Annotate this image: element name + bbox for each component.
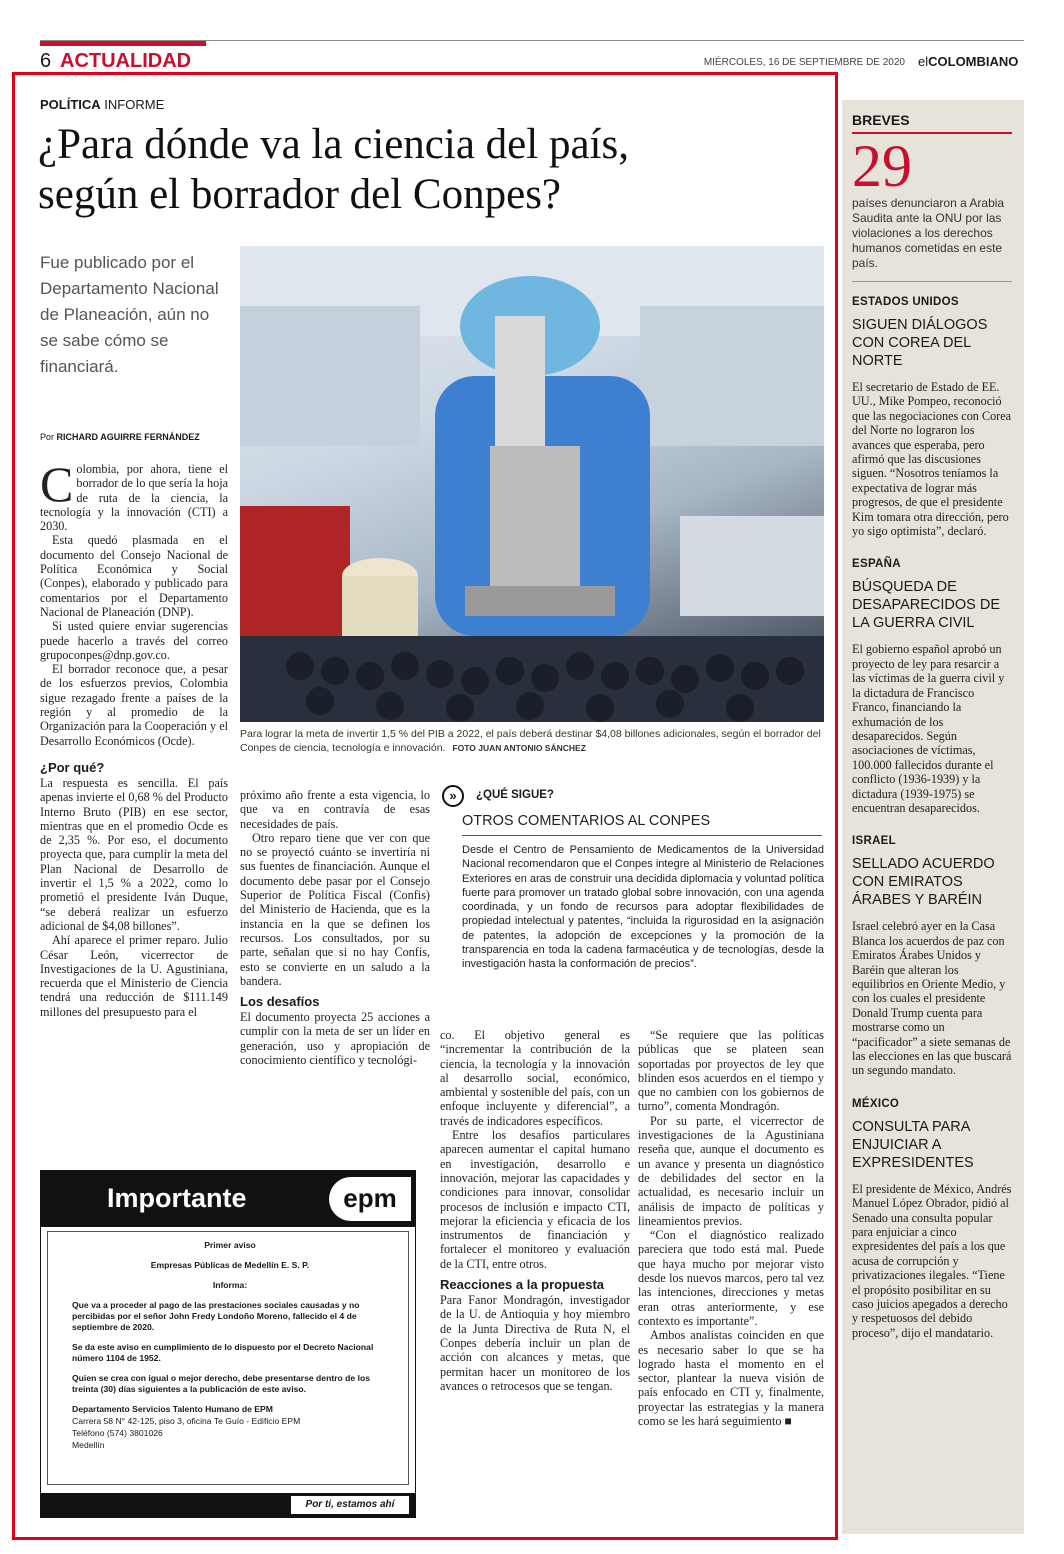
ad-phone: Teléfono (574) 3801026	[72, 1428, 163, 1438]
caption-text: Para lograr la meta de invertir 1,5 % del PIB a 2022, el país deberá destinar $4,08 billones adicionales, según el borrador del Conpes de ciencia, tecnología e innovación.	[240, 728, 821, 754]
breves-number-text: países denunciaron a Arabia Saudita ante la ONU por las violaciones a los derechos humanos cometidas en este país.	[852, 196, 1012, 282]
col3-p1: co. El objetivo general es “incrementar la contribución de la ciencia, la tecnología y la innovación al desarrollo social, económico, ambiental y sostenible del país, con un enfoque incluyente y diferencial”, a través de indicadores específicos.	[440, 1028, 630, 1128]
brief-2-headline: BÚSQUEDA DE DESAPARECIDOS DE LA GUERRA CIVIL	[852, 579, 1000, 632]
test-tube-rack	[680, 516, 824, 616]
brief-3-headline: SELLADO ACUERDO CON EMIRATOS ÁRABES Y BARÉIN	[852, 856, 995, 909]
photo-caption	[240, 727, 824, 755]
subhead-por-que: ¿Por qué?	[40, 759, 105, 775]
drop-cap: C	[40, 456, 74, 512]
logo-prefix: el	[918, 54, 929, 69]
photo-credit: FOTO JUAN ANTONIO SÁNCHEZ	[452, 743, 586, 753]
ad-slogan	[291, 1496, 409, 1514]
ad-title: Importante	[107, 1183, 247, 1213]
ad-slogan-text: Por ti, estamos ahí	[305, 1499, 395, 1510]
epm-logo-text: epm	[343, 1183, 397, 1213]
page-number: 6	[40, 50, 52, 72]
que-sigue-text: Desde el Centro de Pensamiento de Medicamentos de la Universidad Nacional recomendaron que el Conpes integre al Ministerio de Relaciones Exteriores en aras de construir una decidida diplomacia y voluntad política fuerte para promover un tratado global sobre innovación, con una agenda coordinada, y un fondo de recursos para adoptar flexibilidades de propiedad intelectual y patentes, “incluida la rigurosidad en la asignación de patentes, la adopción de excepciones y la promoción de la transparencia en toda la cadena farmacéutica y de tecnologías, desde la investigación hasta la conformación de precios”.	[462, 844, 824, 971]
col4-p2: Por su parte, el vicerrector de investigaciones de la Agustiniana reseña que, aunque el documento es un avance y presenta un diagnóstico de debilidades del sector en la actualidad, es necesario incluir un análisis de impacto de políticas y lineamientos previos.	[638, 1113, 824, 1228]
subhead-reacciones: Reacciones a la propuesta	[440, 1277, 605, 1293]
headline-line-2: según el borrador del Conpes?	[38, 171, 562, 218]
brief-1-headline: SIGUEN DIÁLOGOS CON COREA DEL NORTE	[852, 317, 988, 369]
kicker-bold: POLÍTICA	[40, 97, 101, 112]
que-sigue-title: OTROS COMENTARIOS AL CONPES	[462, 813, 711, 829]
section-title: ACTUALIDAD	[60, 50, 192, 72]
ad-line-2: Se da este aviso en cumplimiento de lo dispuesto por el Decreto Nacional número 1104 de 1952.	[72, 1342, 374, 1363]
brief-3-text: Israel celebró ayer en la Casa Blanca los acuerdos de paz con Emiratos Árabes Unidos y Baréin que alteran los equilibrios en Oriente Medio, y con los cuales el presidente Donald Trump cuenta para mostrarse como un “pacificador” a siete semanas de las elecciones en las que buscará un segundo mandato.	[852, 919, 1012, 1078]
col1-p2: Esta quedó plasmada en el documento del Consejo Nacional de Política Económica y Social (Conpes), elaborado y publicado para comentarios por el Departamento Nacional de Planeación (DNP).	[40, 533, 228, 619]
ad-inner-box	[47, 1231, 409, 1485]
col4-p3: “Con el diagnóstico realizado pareciera que todo está mal. Puede que haya mucho por mejorar visto desde los nuevos marcos, pero tal vez las intenciones, direcciones y metas eran otras anteriormente, y ese contexto es importante”.	[638, 1228, 824, 1328]
col4-p4: Ambos analistas coinciden en que es necesario saber lo que se ha logrado hasta el momento en el sector, plantear la nueva visión de país enfocado en CTI y, finalmente, proyectar las estrategias y la manera como se les hará seguimiento ■	[638, 1328, 824, 1429]
ad-company: Empresas Públicas de Medellín E. S. P.	[150, 1260, 310, 1270]
article-photo	[240, 246, 824, 722]
que-sigue-rule	[462, 835, 822, 836]
article-lead: Fue publicado por el Departamento Nacional de Planeación, aún no se sabe cómo se financiará.	[40, 253, 219, 376]
ad-informa: Informa:	[212, 1280, 248, 1290]
ad-line-3: Quien se crea con igual o mejor derecho, debe presentarse dentro de los treinta (30) días siguientes a la publicación de este aviso.	[72, 1373, 371, 1394]
breves-title: BREVES	[852, 112, 1012, 134]
ad-aviso: Primer aviso	[204, 1240, 256, 1250]
header-rule	[40, 40, 1024, 41]
brief-2-text: El gobierno español aprobó un proyecto de ley para resarcir a las víctimas de la guerra civil y la dictadura de Francisco Franco, financiando la exhumación de los desaparecidos. Según asociaciones de víctimas, 100.000 fallecidos durante el conflicto (1936-1939) y la dictadura (1939-1975) se encuentran desaparecidos.	[852, 642, 1005, 815]
col1-p5: La respuesta es sencilla. El país apenas invierte el 0,68 % del Producto Interno Bruto (PIB) en ese sector, mientras que en el promedio Ocde es de 2,35 %. Por eso, el documento proyecta que, para cumplir la meta del Plan Nacional de Desarrollo de invertir el 1,5 % a 2022, como lo prometió el presidente Iván Duque, “se deberá realizar un esfuerzo adicional de $4,08 billones”.	[40, 775, 228, 933]
chevron-right-icon: »	[442, 785, 464, 807]
logo-name: COLOMBIANO	[928, 54, 1019, 69]
brief-1-text: El secretario de Estado de EE. UU., Mike Pompeo, reconoció que las negociaciones con Corea del Norte no lograron los avances que esperaba, pero afirmó que las discusiones siguen. “Nosotros teníamos la expectativa de lograr más progresos, de que el presidente Kim tomara otra dirección, pero yo sigo optimista”, declaró.	[852, 380, 1012, 539]
body-column-2	[240, 788, 430, 1067]
col1-p3: Si usted quiere enviar sugerencias puede hacerlo a través del correo grupoconpes@dnp.gov.co.	[40, 619, 228, 662]
tube-rack	[240, 506, 350, 646]
kicker-light: INFORME	[104, 97, 165, 112]
ad-dept: Departamento Servicios Talento Humano de EPM	[72, 1404, 273, 1414]
brief-4-text: El presidente de México, Andrés Manuel López Obrador, pidió al Senado una consulta popular para enjuiciar a cinco expresidentes del país a los que acusa de corrupción y privatizaciones ilegales. “Tiene el propósito posibilitar en su caso juicios apegados a derecho y respetuosos del debido proceso”, dijo el mandatario.	[852, 1181, 1012, 1340]
ad-address: Carrera 58 N° 42-125, piso 3, oficina Te Guío - Edificio EPM	[72, 1416, 301, 1426]
col2-p3: El documento proyecta 25 acciones a cumplir con la meta de ser un líder en generación, uso y apropiación de conocimiento científico y tecnológi-	[240, 1010, 430, 1068]
microscope-head	[495, 316, 545, 466]
microscope-body	[490, 446, 580, 596]
ad-city: Medellín	[72, 1440, 105, 1450]
lab-scene	[240, 246, 824, 722]
brief-3-country: ISRAEL	[852, 835, 896, 848]
byline	[40, 432, 200, 443]
col2-p1: próximo año frente a esta vigencia, lo que va en contravía de esas necesidades de país.	[240, 788, 430, 831]
ad-footer	[41, 1493, 415, 1517]
body-column-1	[40, 456, 228, 1019]
col1-p4: El borrador reconoce que, a pesar de los esfuerzos previos, Colombia sigue rezagado frente a países de la región y al promedio de la Organización para la Cooperación y el Desarrollo Económicos (Ocde).	[40, 662, 228, 748]
ad-line-1: Que va a proceder al pago de las prestaciones sociales causadas y no percibidas por el señor John Fredy Londoño Moreno, fallecido el 4 de septiembre de 2020.	[72, 1300, 360, 1332]
body-column-4	[638, 1028, 824, 1428]
brief-4-country: MÉXICO	[852, 1097, 900, 1110]
col3-p3: Para Fanor Mondragón, investigador de la U. de Antioquia y hoy miembro de la Junta Directiva de Ruta N, el Conpes debería incluir un plan de acción con alcances y metas, que permitan hacer un monitoreo de los avances o retrocesos que se tengan.	[440, 1293, 630, 1393]
ad-header	[41, 1171, 415, 1227]
body-column-3	[440, 1028, 630, 1393]
brief-2-country: ESPAÑA	[852, 558, 901, 571]
que-sigue-label: ¿QUÉ SIGUE?	[476, 789, 554, 801]
article-headline	[38, 120, 828, 220]
col3-p2: Entre los desafíos particulares aparecen aumentar el capital humano en investigación, desarrollo e innovación, mejorar las capacidades y condiciones para innovar, consolidar procesos de inclusión e impacto CTI, mejorar la eficiencia y eficacia de los instrumentos de financiación y fortalecer el monitoreo y evaluación de la CTI, entre otros.	[440, 1128, 630, 1271]
article-kicker	[40, 97, 164, 112]
brief-1-country: ESTADOS UNIDOS	[852, 296, 959, 308]
epm-notice-ad	[40, 1170, 416, 1518]
col4-p1: “Se requiere que las políticas públicas que se plateen sean soportadas por proyectos de ley que blinden esos acuerdos en el tiempo y que no cambien con los gobiernos de turno”, comenta Mondragón.	[638, 1028, 824, 1114]
col2-p2: Otro reparo tiene que ver con que no se proyectó cuánto se invertiría ni sus fuentes de financiación. Aunque el documento debe pasar por el Consejo Superior de Política Fiscal (Confis) del Ministerio de Hacienda, que es la instancia en la que se definen los recursos. Los consultados, por su parte, señalan que si no hay Confis, esto se convierte en un saludo a la bandera.	[240, 830, 430, 988]
byline-prefix: Por	[40, 432, 55, 442]
col1-p1: olombia, por ahora, tiene el borrador de lo que sería la hoja de ruta de la ciencia, la tecnología y la innovación (CTI) a 2030.	[40, 462, 228, 534]
breves-number: 29	[852, 133, 912, 199]
brief-4-headline: CONSULTA PARA ENJUICIAR A EXPRESIDENTES	[852, 1118, 974, 1171]
col1-p6: Ahí aparece el primer reparo. Julio César León, vicerrector de Investigaciones de la U. Agustiniana, recuerda que el Ministerio de Ciencia tendrá una reducción de $111.149 millones del presupuesto para el	[40, 933, 228, 1019]
newspaper-logo	[918, 54, 1018, 69]
breves-content	[852, 112, 1012, 1340]
epm-logo	[329, 1177, 411, 1221]
subhead-desafios: Los desafíos	[240, 994, 320, 1010]
byline-author: RICHARD AGUIRRE FERNÁNDEZ	[56, 432, 200, 442]
issue-date: MIÉRCOLES, 16 DE SEPTIEMBRE DE 2020	[703, 57, 905, 68]
headline-line-1: ¿Para dónde va la ciencia del país,	[38, 121, 629, 168]
